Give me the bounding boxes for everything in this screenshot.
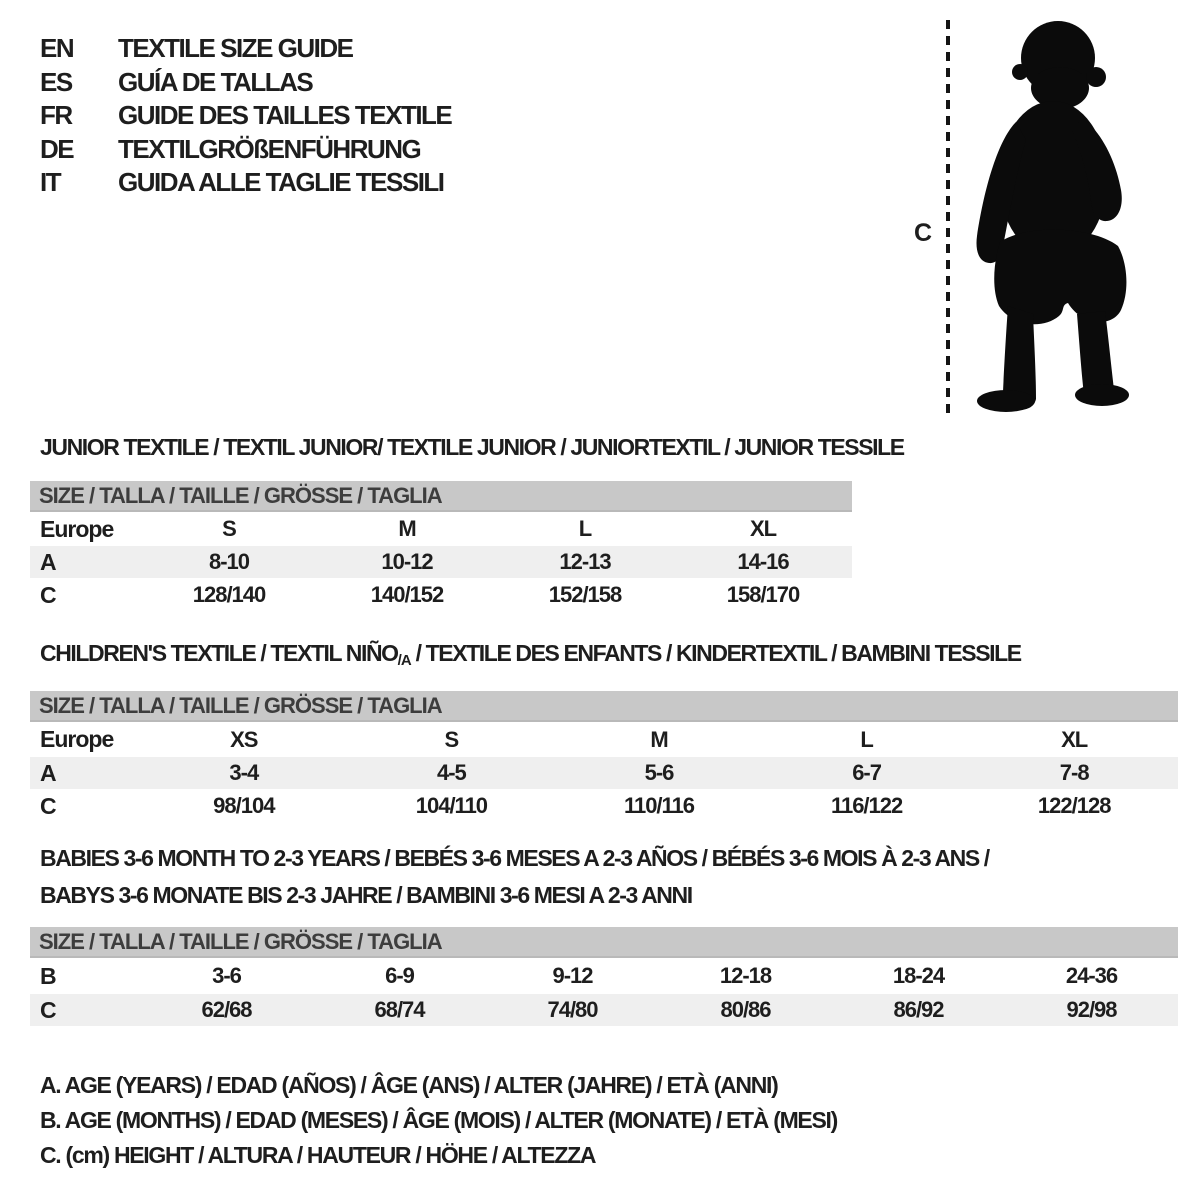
height-cell: 128/140 — [192, 582, 266, 607]
size-cell: M — [650, 726, 668, 752]
children-section-title — [40, 640, 1021, 674]
language-code: ES — [40, 66, 72, 97]
children-title-sub: /A — [397, 652, 411, 669]
height-cell: 110/116 — [623, 793, 695, 818]
children-title-prefix: CHILDREN'S TEXTILE / TEXTIL NIÑO — [40, 640, 398, 666]
size-header-text: SIZE / TALLA / TAILLE / GRÖSSE / TAGLIA — [39, 693, 442, 718]
language-code: FR — [40, 100, 72, 130]
table-row-age — [30, 757, 1178, 789]
height-cell: 68/74 — [374, 997, 425, 1022]
babies-section-title — [40, 840, 989, 914]
table-row-height — [30, 789, 1178, 823]
size-header-bar — [30, 481, 852, 512]
height-cell: 86/92 — [893, 997, 944, 1022]
language-row — [40, 133, 451, 167]
height-cell: 104/110 — [415, 793, 488, 818]
language-code: DE — [40, 133, 74, 164]
age-cell: 4-5 — [436, 760, 466, 785]
months-cell: 3-6 — [212, 963, 241, 988]
table-row-months — [30, 958, 1178, 994]
size-header-bar — [30, 927, 1178, 958]
age-cell: 8-10 — [208, 549, 250, 574]
table-row-height — [30, 578, 852, 612]
height-cell: 74/80 — [547, 997, 598, 1022]
language-title-list — [40, 32, 451, 200]
size-cell: L — [860, 726, 873, 752]
months-cell: 18-24 — [892, 963, 945, 988]
region-label: Europe — [40, 515, 114, 542]
baby-silhouette-icon — [963, 14, 1135, 418]
height-cell: 158/170 — [726, 582, 800, 607]
height-measure-dashed-line — [946, 20, 950, 416]
age-cell: 12-13 — [559, 549, 611, 574]
height-cell: 62/68 — [201, 997, 252, 1022]
months-cell: 9-12 — [552, 963, 593, 988]
language-title: GUIDA ALLE TAGLIE TESSILI — [118, 167, 444, 197]
age-cell: 3-4 — [229, 760, 259, 785]
language-row — [40, 66, 451, 100]
language-title: GUIDE DES TAILLES TEXTILE — [118, 100, 452, 130]
size-header-text: SIZE / TALLA / TAILLE / GRÖSSE / TAGLIA — [39, 483, 442, 508]
height-cell: 122/128 — [1037, 793, 1111, 818]
row-label: C — [40, 581, 56, 608]
children-title-suffix: / TEXTILE DES ENFANTS / KINDERTEXTIL / BAMBINI TESSILE — [410, 640, 1021, 666]
legend-line-a: A. AGE (YEARS) / EDAD (AÑOS) / ÂGE (ANS) / ALTER (JAHRE) / ETÀ (ANNI) — [40, 1072, 778, 1098]
height-cell: 98/104 — [213, 793, 275, 818]
table-row-height — [30, 994, 1178, 1026]
height-cell: 152/158 — [548, 582, 622, 607]
size-cell: S — [222, 516, 236, 541]
months-cell: 24-36 — [1065, 963, 1118, 988]
height-cell: 140/152 — [370, 582, 444, 607]
row-label: A — [40, 759, 56, 786]
age-cell: 5-6 — [644, 760, 674, 785]
size-header-bar — [30, 691, 1178, 722]
size-cell: XL — [749, 516, 777, 541]
size-cell: XS — [230, 726, 258, 752]
legend-line-b: B. AGE (MONTHS) / EDAD (MESES) / ÂGE (MOIS) / ALTER (MONATE) / ETÀ (MESI) — [40, 1107, 837, 1133]
language-code: EN — [40, 33, 74, 63]
junior-size-table — [30, 481, 852, 612]
row-label: C — [40, 792, 56, 819]
age-cell: 7-8 — [1059, 760, 1089, 785]
height-cell: 92/98 — [1066, 997, 1117, 1022]
legend-line-c: C. (cm) HEIGHT / ALTURA / HAUTEUR / HÖHE / ALTEZZA — [40, 1142, 596, 1168]
table-row-age — [30, 546, 852, 578]
age-cell: 14-16 — [737, 549, 789, 574]
language-row — [40, 32, 451, 66]
legend — [40, 1068, 837, 1173]
months-cell: 6-9 — [385, 963, 414, 988]
age-cell: 10-12 — [381, 549, 433, 574]
language-title: TEXTILGRÖßENFÜHRUNG — [118, 133, 421, 164]
junior-section-title: JUNIOR TEXTILE / TEXTIL JUNIOR/ TEXTILE JUNIOR / JUNIORTEXTIL / JUNIOR TESSILE — [40, 434, 904, 460]
babies-title-line1: BABIES 3-6 MONTH TO 2-3 YEARS / BEBÉS 3-6 MESES A 2-3 AÑOS / BÉBÉS 3-6 MOIS À 2-3 ANS / — [40, 845, 989, 871]
size-cell: XL — [1061, 726, 1088, 752]
table-row-sizes — [30, 512, 852, 546]
size-cell: S — [444, 726, 459, 752]
language-code: IT — [40, 167, 61, 197]
months-cell: 12-18 — [719, 963, 772, 988]
size-cell: L — [578, 516, 592, 541]
language-title: TEXTILE SIZE GUIDE — [118, 33, 353, 63]
size-header-text: SIZE / TALLA / TAILLE / GRÖSSE / TAGLIA — [39, 929, 442, 954]
language-row — [40, 99, 451, 133]
size-cell: M — [398, 516, 416, 541]
region-label: Europe — [40, 726, 114, 752]
row-label: A — [40, 548, 56, 575]
children-size-table — [30, 691, 1178, 823]
babies-size-table — [30, 927, 1178, 1026]
height-cell: 116/122 — [830, 793, 903, 818]
language-title: GUÍA DE TALLAS — [118, 66, 313, 97]
height-cell: 80/86 — [720, 997, 771, 1022]
table-row-sizes — [30, 722, 1178, 757]
height-measure-label: C — [914, 219, 932, 247]
language-row — [40, 166, 451, 200]
row-label: B — [40, 962, 56, 989]
row-label: C — [40, 996, 56, 1023]
babies-title-line2: BABYS 3-6 MONATE BIS 2-3 JAHRE / BAMBINI 3-6 MESI A 2-3 ANNI — [40, 882, 692, 908]
age-cell: 6-7 — [852, 760, 881, 785]
